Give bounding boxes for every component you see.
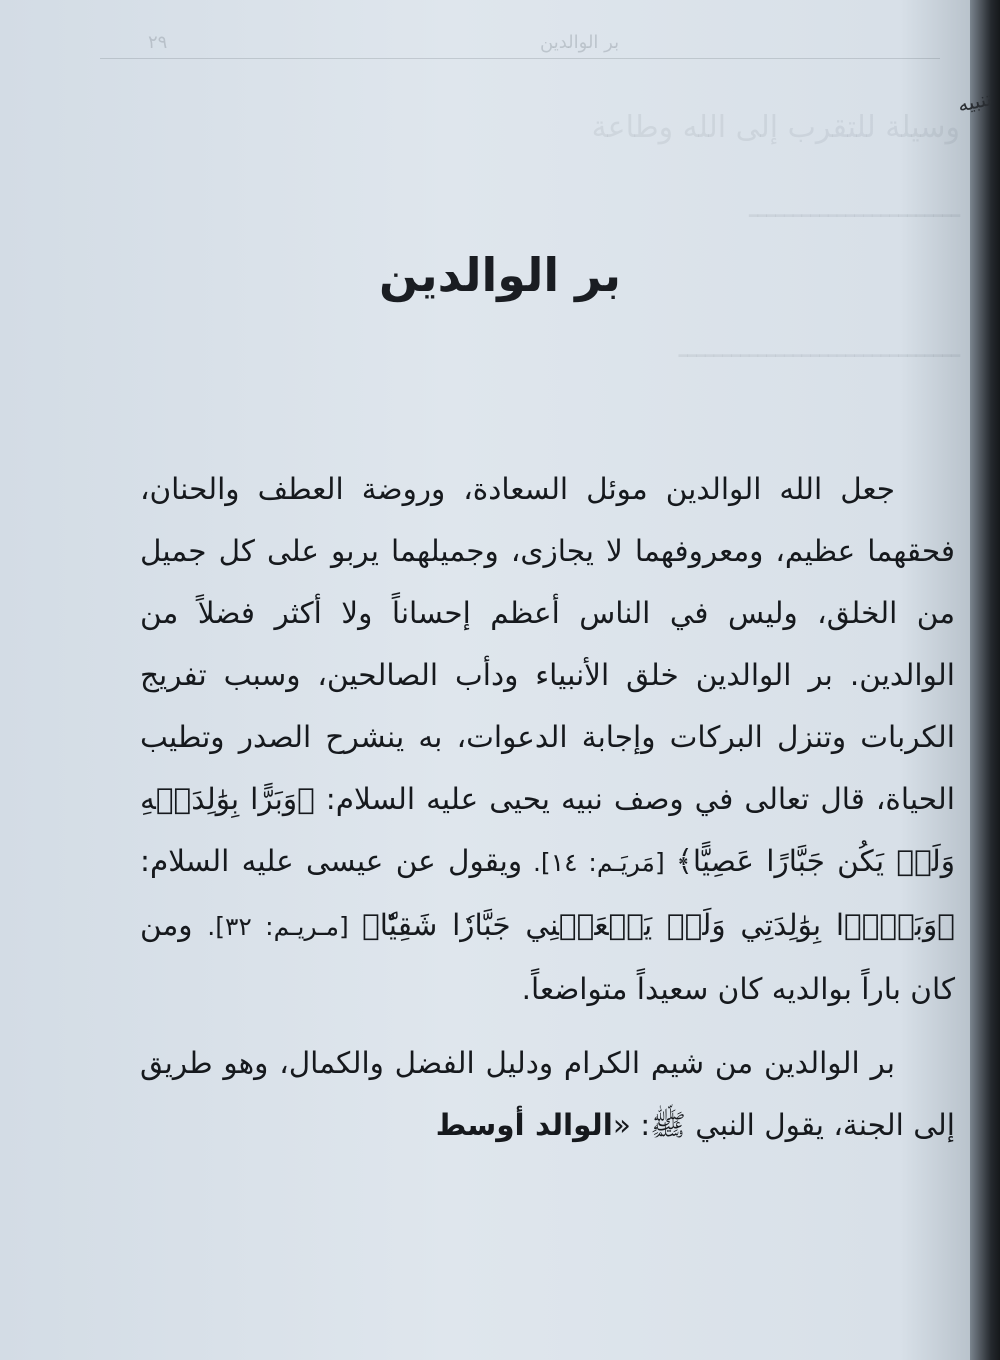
- bleed-through-text: ــــــــــــــــــــــــــــــــ: [678, 330, 960, 365]
- line: ينشرح الصدر وتطيب الحياة، قال تعالى في وصف: [140, 720, 955, 816]
- verse-reference: [مَريَـم: ١٤].: [522, 848, 676, 877]
- line: ويقول عن عيسى عليه السلام:: [140, 844, 523, 878]
- line: وجميلهما يربو على كل جميل من الخلق، وليس: [140, 534, 956, 630]
- body-text: [140, 458, 955, 1156]
- paragraph-1: [140, 458, 955, 1020]
- hadith-text: الوالد أوسط: [435, 1108, 613, 1142]
- line: جعل الله الوالدين موئل السعادة، وروضة العطف: [257, 472, 895, 506]
- line: بر الوالدين من شيم الكرام ودليل الفضل والكمال،: [279, 1046, 895, 1080]
- running-title: بر الوالدين: [540, 32, 620, 53]
- paragraph-2: [140, 1032, 955, 1156]
- bleed-through-text: ــــــــــــــــــــــــ: [749, 190, 960, 225]
- line: والحنان، فحقهما عظيم، ومعروفهما لا يجازى،: [140, 472, 956, 568]
- bleed-through-text: وسيلة للتقرب إلى الله وطاعة: [591, 110, 960, 145]
- quran-verse: ﴿وَبَرَّۢا بِوَٰلِدَتِي وَلَمۡ يَجۡعَلۡنِي جَبَّارٗا شَقِيّٗا﴾: [362, 908, 955, 942]
- line: نبيه يحيى عليه السلام:: [314, 782, 603, 816]
- verse-reference: [مـريـم: ٣٢].: [207, 912, 363, 941]
- quran-verse: ﴿وَبَرًّا بِوَٰلِدَيۡهِ وَلَمۡ يَكُن جَبَّارًا: [140, 782, 956, 878]
- chapter-title: بر الوالدين: [378, 248, 622, 302]
- line: ومن كان باراً بوالديه كان سعيداً متواضعاً.: [140, 908, 955, 1006]
- quran-verse: عَصِيًّا﴾: [675, 844, 754, 878]
- line: في الناس أعظم إحساناً ولا أكثر فضلاً من الوالدين.: [140, 596, 955, 692]
- book-spine: [970, 0, 1000, 1360]
- margin-note: تنبيه: [955, 86, 995, 117]
- line: وهو طريق إلى الجنة، يقول النبي ﷺ: «: [140, 1046, 955, 1142]
- line: تفريج الكربات وتنزل البركات وإجابة الدعوات، به: [140, 658, 955, 754]
- page-number: ٢٩: [148, 32, 168, 53]
- running-header: [100, 28, 940, 59]
- line: بر الوالدين خلق الأنبياء ودأب الصالحين، وسبب: [223, 658, 833, 692]
